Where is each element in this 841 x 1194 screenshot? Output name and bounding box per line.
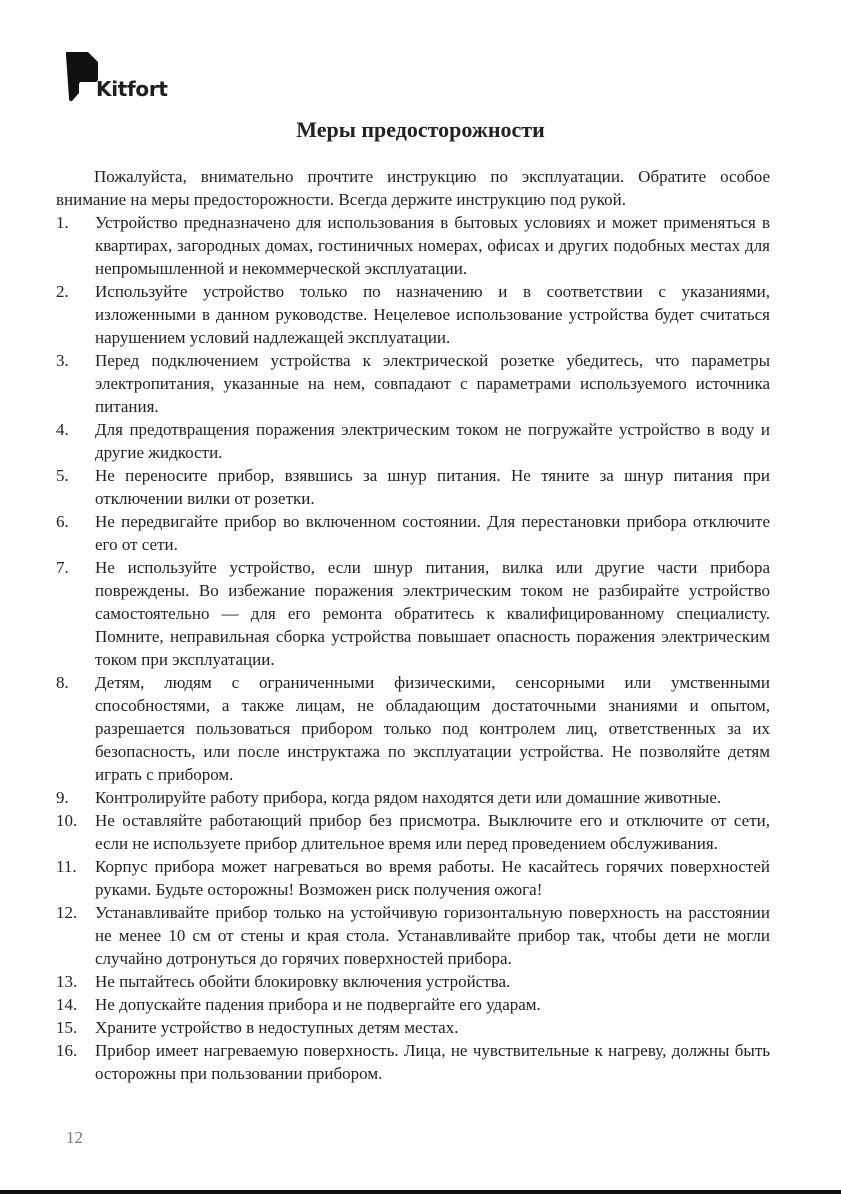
item-text: Перед подключением устройства к электрической розетке убедитесь, что параметры электропитания, указанные на нем, совпадают с параметрами используемого источника питания. xyxy=(95,351,770,416)
item-text: Прибор имеет нагреваемую поверхность. Лица, не чувствительные к нагреву, должны быть осторожны при пользовании прибором. xyxy=(95,1041,770,1083)
brand-name: Kitfort xyxy=(96,77,168,101)
item-number: 15. xyxy=(56,1018,78,1037)
item-number: 10. xyxy=(56,811,78,830)
list-item xyxy=(56,970,770,993)
item-number: 6. xyxy=(56,512,69,531)
precautions-list xyxy=(56,211,770,1085)
list-item xyxy=(56,464,770,510)
item-number: 5. xyxy=(56,466,69,485)
list-item xyxy=(56,211,770,280)
document-body xyxy=(56,165,770,1085)
list-item xyxy=(56,671,770,786)
page-title: Меры предосторожности xyxy=(296,117,545,142)
list-item xyxy=(56,855,770,901)
list-item xyxy=(56,1016,770,1039)
list-item xyxy=(56,280,770,349)
item-text: Устанавливайте прибор только на устойчивую горизонтальную поверхность на расстоянии не менее 10 см от стены и края стола. Устанавливайте прибор так, чтобы дети не могли случайно дотронуться до горячих поверхностей прибора. xyxy=(95,903,770,968)
item-number: 9. xyxy=(56,788,69,807)
list-item xyxy=(56,993,770,1016)
item-number: 13. xyxy=(56,972,78,991)
item-number: 7. xyxy=(56,558,69,577)
item-text: Используйте устройство только по назначению и в соответствии с указаниями, изложенными в данном руководстве. Нецелевое использование устройства будет считаться нарушением условий надлежащей эксплуатации. xyxy=(95,282,770,347)
list-item xyxy=(56,510,770,556)
item-text: Корпус прибора может нагреваться во время работы. Не касайтесь горячих поверхностей руками. Будьте осторожны! Возможен риск получения ожога! xyxy=(95,857,770,899)
item-number: 16. xyxy=(56,1041,78,1060)
item-text: Не оставляйте работающий прибор без присмотра. Выключите его и отключите от сети, если не используете прибор длительное время или перед проведением обслуживания. xyxy=(95,811,770,853)
item-number: 4. xyxy=(56,420,69,439)
item-text: Контролируйте работу прибора, когда рядом находятся дети или домашние животные. xyxy=(95,788,722,807)
item-number: 1. xyxy=(56,213,69,232)
item-text: Не пытайтесь обойти блокировку включения устройства. xyxy=(95,972,511,991)
page-number: 12 xyxy=(66,1128,83,1147)
item-text: Для предотвращения поражения электрическим током не погружайте устройство в воду и другие жидкости. xyxy=(95,420,770,462)
list-item xyxy=(56,556,770,671)
list-item xyxy=(56,1039,770,1085)
list-item xyxy=(56,418,770,464)
intro-paragraph: Пожалуйста, внимательно прочтите инструкцию по эксплуатации. Обратите особое внимание на меры предосторожности. Всегда держите инструкцию под рукой. xyxy=(56,167,770,209)
item-text: Детям, людям с ограниченными физическими, сенсорными или умственными способностями, а также лицам, не обладающим достаточными знаниями и опытом, разрешается пользоваться прибором только под контролем лиц, ответственных за их безопасность, или после инструктажа по эксплуатации устройства. Не позволяйте детям играть с прибором. xyxy=(95,673,770,784)
kitfort-logo-mark-icon xyxy=(66,52,98,102)
item-text: Устройство предназначено для использования в бытовых условиях и может применяться в квартирах, загородных домах, гостиничных номерах, офисах и других подобных местах для непромышленной и некоммерческой эксплуатации. xyxy=(95,213,770,278)
item-text: Не передвигайте прибор во включенном состоянии. Для перестановки прибора отключите его от сети. xyxy=(95,512,770,554)
item-text: Не переносите прибор, взявшись за шнур питания. Не тяните за шнур питания при отключении вилки от розетки. xyxy=(95,466,770,508)
list-item xyxy=(56,786,770,809)
list-item xyxy=(56,809,770,855)
item-number: 14. xyxy=(56,995,78,1014)
item-number: 3. xyxy=(56,351,69,370)
item-number: 11. xyxy=(56,857,77,876)
item-text: Храните устройство в недоступных детям местах. xyxy=(95,1018,459,1037)
bottom-rule xyxy=(0,1190,841,1194)
item-number: 12. xyxy=(56,903,78,922)
item-text: Не используйте устройство, если шнур питания, вилка или другие части прибора повреждены. Во избежание поражения электрическим током не разбирайте устройство самостоятельно — для его ремонта обратитесь к квалифицированному специалисту. Помните, неправильная сборка устройства повышает опасность поражения электрическим током при эксплуатации. xyxy=(95,558,770,669)
list-item xyxy=(56,349,770,418)
list-item xyxy=(56,901,770,970)
item-text: Не допускайте падения прибора и не подвергайте его ударам. xyxy=(95,995,541,1014)
item-number: 2. xyxy=(56,282,69,301)
kitfort-logo xyxy=(66,52,176,102)
item-number: 8. xyxy=(56,673,69,692)
